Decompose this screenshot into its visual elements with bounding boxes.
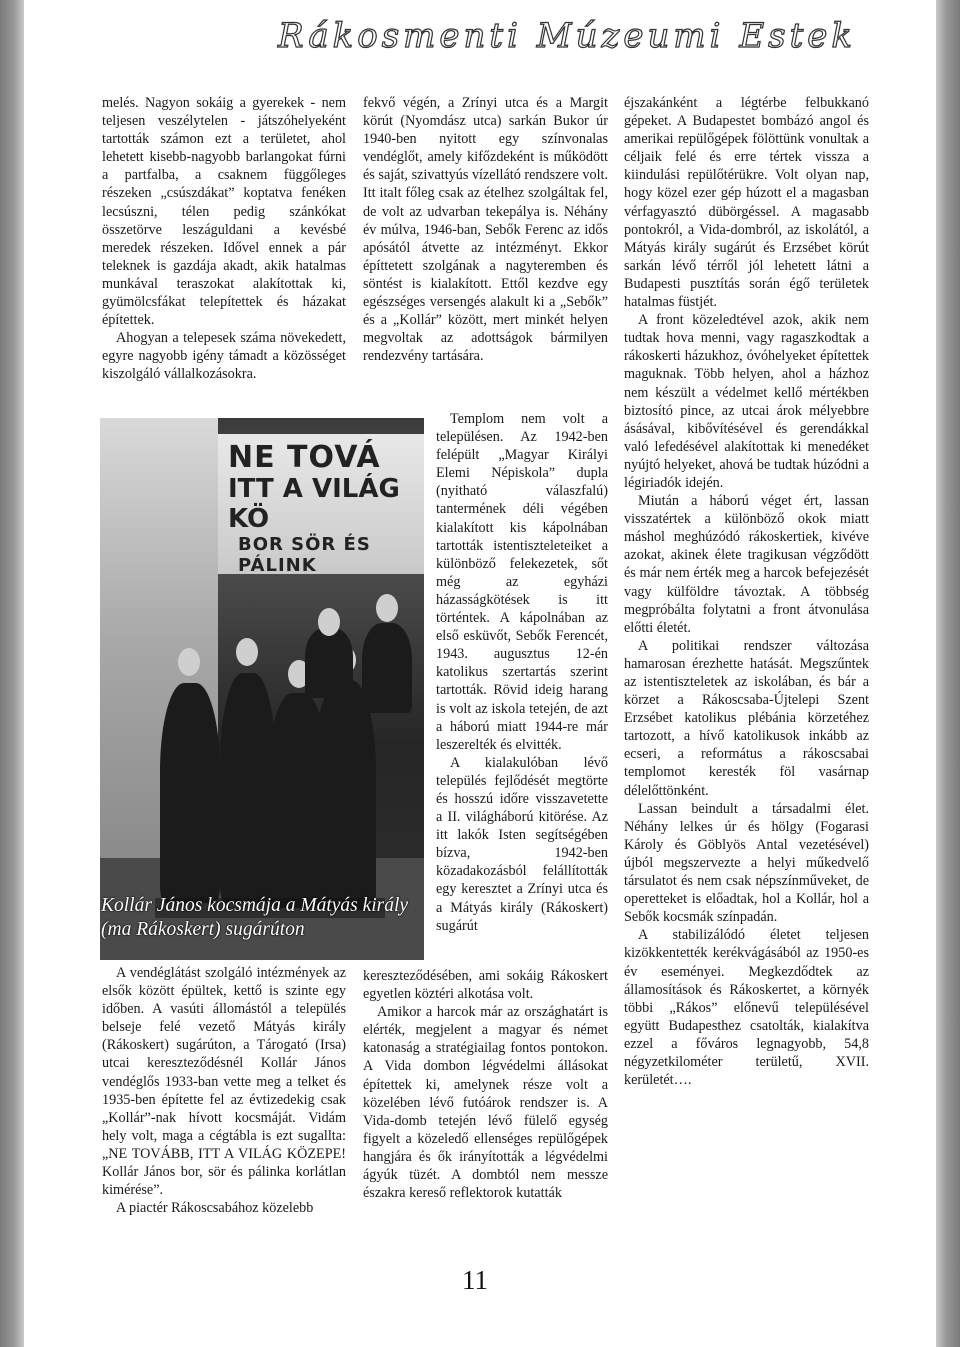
- sign-text-line2: ITT A VILÁG KÖ: [228, 474, 400, 534]
- paragraph: Templom nem volt a településen. Az 1942-ben felépült „Magyar Királyi Elemi Népiskola” dupla (nyitható válaszfalú) tantermének déli végében kialakított kis kápolnában tartották istentiszteleteiket a különböző felekezetek, sőt még az egyházi házasságkötések is itt történtek. A kápolnában az első esküvőt, Sebők Ferencét, 1943. augusztus 12-én katolikus szertartás szerint tartották. Rövid ideig harang is volt az iskola tetején, de azt a háború miatt 1944-re már leszerelték és elvitték.: [436, 411, 608, 753]
- column-2: [363, 94, 608, 365]
- paragraph: melés. Nagyon sokáig a gyerekek - nem teljesen veszélytelen - játszóhelyeként tartották számon ezt a területet, ahol lehetett kisebb-nagyobb barlangokat fúrni a partfalba, a csaknem függőleges részeken „csúszdákat” koptatva fenéken lecsúszni, télen pedig szánkókat összetörve leszáguldani a kevésbé meredek részeken. Idővel ennek a pár teleknek is gazdája akadt, akik hatalmas munkával teraszokat alakítottak ki, gyümölcsfákat telepítettek és házakat építettek.: [102, 95, 346, 329]
- column-2-bottom: [363, 967, 608, 1202]
- page-header-title: Rákosmenti Múzeumi Estek: [278, 16, 856, 56]
- right-page-edge: [936, 0, 960, 1347]
- paragraph: fekvő végén, a Zrínyi utca és a Margit körút (Nyomdász utca) sarkán Bukor úr 1940-ben nyitott egy színvonalas vendéglőt, amely kifőzdeként is működött és saját, szivattyús vízellátó rendszere volt. Itt italt főleg csak az ételhez szolgáltak fel, de volt az udvarban tekepálya is. Néhány év múlva, 1946-ban, Sebők Ferenc az idős apósától átvette az intézményt. Ekkor építtetett szolgának a nagyteremben és söntést is kialakított. Ettől kezdve egy egészséges versengés alakult ki a „Sebők” és a „Kollár” között, mert minkét helyen megvoltak az adottságok bármilyen rendezvény tartására.: [363, 95, 608, 365]
- column-1: [102, 94, 346, 384]
- paragraph: kereszteződésében, ami sokáig Rákoskert egyetlen köztéri alkotása volt.: [363, 968, 608, 1003]
- column-3: [624, 94, 869, 1089]
- column-2-side: [436, 410, 608, 935]
- person-head: [178, 648, 200, 676]
- paragraph: Ahogyan a telepesek száma növekedett, egyre nagyobb igény támadt a közösséget kiszolgáló vállalkozásokra.: [102, 330, 346, 383]
- sign-text-line3: BOR SÖR ÉS PÁLINK: [238, 534, 371, 576]
- paragraph: éjszakánként a légtérbe felbukkanó gépeket. A Budapestet bombázó angol és amerikai repülőgépek fölöttünk vonultak a céljaik felé és erre tértek vissza a kiindulási repülőtérükre. Volt olyan nap, hogy közel ezer gép húzott el a magasban vérfagyasztó dübörgéssel. A magasabb pontokról, a Vida-dombról, az iskolától, a Mátyás király sugárút és Erzsébet körút sarkán lévő térről jól lehetett látni a Budapesti pusztítás során égő területek hatalmas füstjét.: [624, 95, 869, 311]
- photo-caption: Kollár János kocsmája a Mátyás király (ma Rákoskert) sugárúton: [101, 895, 409, 940]
- historic-photo: [100, 418, 424, 960]
- paragraph: Amikor a harcok már az országhatárt is elérték, megjelent a magyar és német katonaság a stratégiailag fontos pontokon. A Vida dombon légvédelmi állásokat építettek ki, amelynek része volt a közelében lévő futóárok rendszer is. A Vida-domb tetején lévő fülelő egység figyelt a közeledő ellenséges repülőgépek hangjára és ők irányították a légvédelmi ágyúk tüzét. A dombtól nem messze északra kereső reflektorok kutatták: [363, 1004, 608, 1202]
- paragraph: Lassan beindult a társadalmi élet. Néhány lelkes úr és hölgy (Fogarasi Károly és Göblyös Antal vezetésével) újból megszervezte a helyi műkedvelő társulatot és nem csak népszínműveket, de operetteket is előadtak, hol a Kollár, hol a Sebők kocsmák színpadán.: [624, 800, 869, 926]
- left-page-edge: [0, 0, 24, 1347]
- paragraph: A piactér Rákoscsabához közelebb: [116, 1200, 314, 1217]
- column-1-bottom: [102, 964, 346, 1217]
- person-head: [318, 608, 340, 636]
- paragraph: A vendéglátást szolgáló intézmények az elsők között épültek, kettő is szinte egy időben. A vasúti állomástól a település belseje felé vezető Mátyás király (Rákoskert) sugárúton, a Tárogató (Irsa) utcai kereszteződésnél Kollár János vendéglős 1933-ban vette meg a telket és 1935-ben építette fel az évtizedekig csak „Kollár”-nak hívott kocsmáját. Vidám hely volt, maga a cégtábla is ezt sugallta: „NE TOVÁBB, ITT A VILÁG KÖZEPE! Kollár János bor, sör és pálinka korlátlan kimérése”.: [102, 965, 346, 1199]
- paragraph: A front közeledtével azok, akik nem tudtak hova menni, vagy ragaszkodtak a rákoskerti házukhoz, óvóhelyeket építettek maguknak. Több helyen, ahol a házhoz nem készült a védelmet kellő mértékben biztosító pince, az utcai árok mélyebbre ásásával, kibővítésével és gerendákkal való lefedésével alakítottak ki menedéket nyújtó helyeket, ahová be tudtak húzódni a légiriadók idején.: [624, 312, 869, 491]
- person-head: [236, 638, 258, 666]
- person-figure: [314, 680, 376, 910]
- person-figure: [362, 623, 412, 713]
- person-head: [376, 594, 398, 622]
- person-figure: [160, 683, 220, 903]
- paragraph: A stabilizálódó életet teljesen kizökkentették kerékvágásából az 1950-es év eseményei. Megkezdődtek az államosítások és Rákoskertet, a környék többi „Rákos” előnevű településével együtt Budapesthez csatolták, kialakítva ezzel a főváros legnagyobb, 54,8 négyzetkilométer területű, XVII. kerületét….: [624, 927, 869, 1089]
- paragraph: A politikai rendszer változása hamarosan érezhette hatását. Megszűntek az istentiszteletek az iskolában, és bár a körzet a Rákoscsaba-Újtelepi Szent Erzsébet katolikus plébánia körzetéhez tartozott, a hívő katolikusok inkább az ecseri, a református a rákoscsabai templomot keresték föl vasárnap délelőttönként.: [624, 637, 869, 799]
- sign-text-line1: NE TOVÁ: [228, 440, 381, 475]
- paragraph: Miután a háború véget ért, lassan visszatértek a különböző okok miatt máshol meghúzódó rákoskertiek, kivéve azokat, akinek élete tragikusan végződött és már nem érték meg a harcok befejezését vagy külföldre távoztak. A többség megpróbálta folytatni a front átvonulása előtti életét.: [624, 493, 869, 636]
- page-number: 11: [462, 1265, 488, 1295]
- person-figure: [305, 628, 353, 698]
- paragraph: A kialakulóban lévő település fejlődését megtörte és hosszú időre visszavetette a II. világháború kitörése. Az itt lakók Isten segítségében bízva, 1942-ben közadakozásból felállították egy keresztet a Zrínyi utca és a Mátyás király (Rákoskert) sugárút: [436, 754, 608, 934]
